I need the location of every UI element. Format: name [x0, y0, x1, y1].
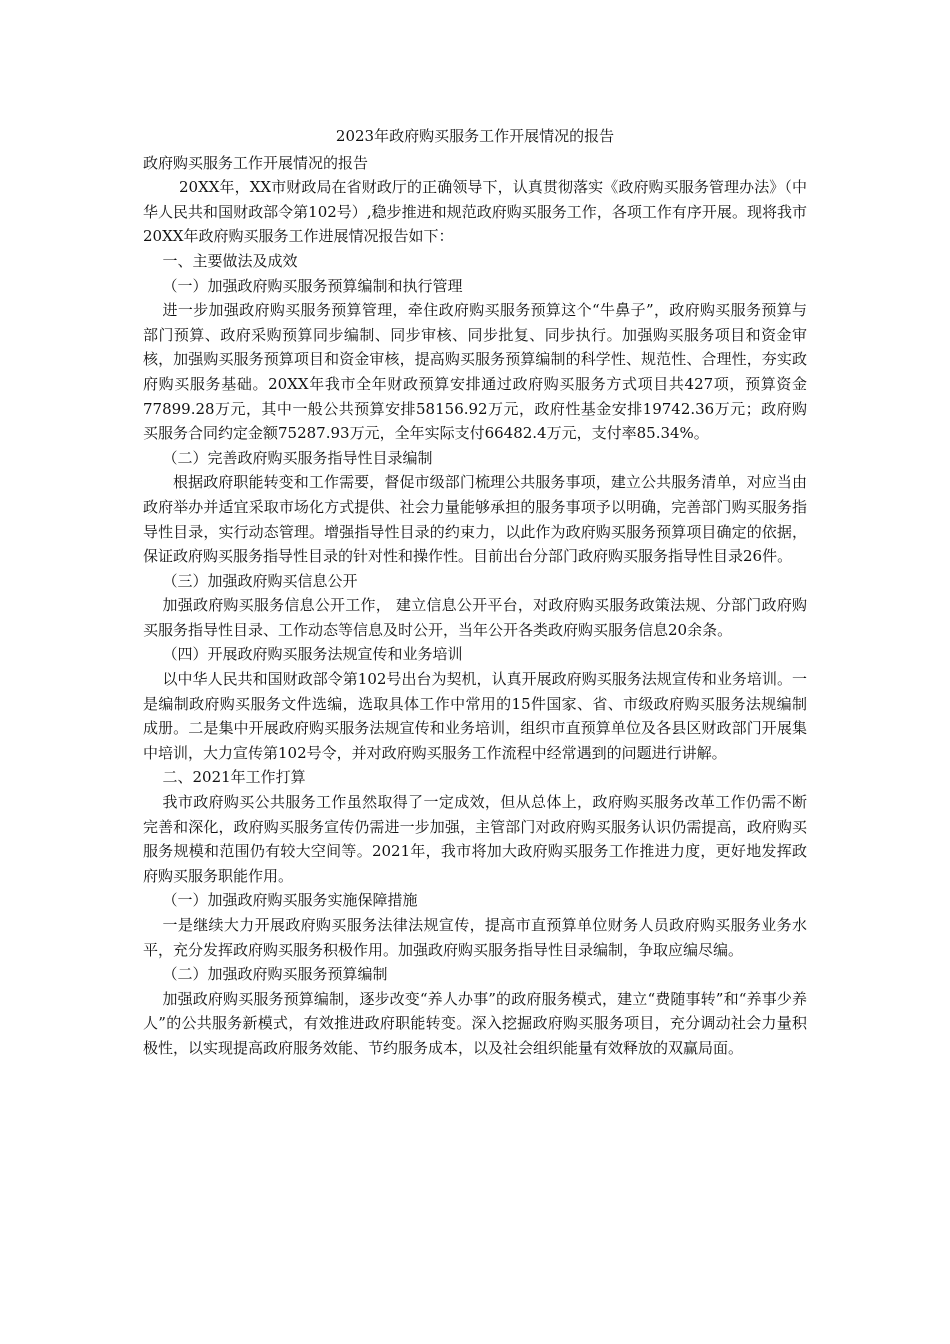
- section2-sub2-text: 加强政府购买服务预算编制，逐步改变“养人办事”的政府服务模式，建立“费随事转”和“养事少养人”的公共服务新模式，有效推进政府职能转变。深入挖掘政府购买服务项目，充分调动社会力量积极性，以实现提高政府服务效能、节约服务成本，以及社会组织能量有效释放的双赢局面。: [143, 989, 807, 1057]
- section1-heading: 一、主要做法及成效: [162, 251, 298, 270]
- section2-intro: 我市政府购买公共服务工作虽然取得了一定成效，但从总体上，政府购买服务改革工作仍需不断完善和深化，政府购买服务宣传仍需进一步加强，主管部门对政府购买服务认识仍需提高，政府购买服务规模和范围仍有较大空间等。2021年，我市将加大政府购买服务工作推进力度，更好地发挥政府购买服务职能作用。: [143, 793, 807, 885]
- section1-sub3-heading: （三）加强政府购买信息公开: [162, 571, 358, 590]
- section2-sub2-heading: （二）加强政府购买服务预算编制: [162, 965, 388, 984]
- section1-sub2-text: 根据政府职能转变和工作需要，督促市级部门梳理公共服务事项，建立公共服务清单，对应当由政府举办并适宜采取市场化方式提供、社会力量能够承担的服务事项予以明确，完善部门购买服务指导性目录，实行动态管理。增强指导性目录的约束力，以此作为政府购买服务预算项目确定的依据，保证政府购买服务指导性目录的针对性和操作性。目前出台分部门政府购买服务指导性目录26件。: [143, 473, 807, 566]
- document-page: [143, 124, 807, 1061]
- section2-heading: 二、2021年工作打算: [162, 768, 306, 787]
- document-title: 2023年政府购买服务工作开展情况的报告: [335, 127, 615, 145]
- section2-sub1-heading: （一）加强政府购买服务实施保障措施: [162, 891, 418, 910]
- section1-sub1-heading: （一）加强政府购买服务预算编制和执行管理: [162, 276, 463, 295]
- section1-sub2-heading: （二）完善政府购买服务指导性目录编制: [162, 448, 433, 467]
- intro-paragraph: 20XX年，XX市财政局在省财政厅的正确领导下，认真贯彻落实《政府购买服务管理办法》（中华人民共和国财政部令第102号）,稳步推进和规范政府购买服务工作，各项工作有序开展。现将我市20XX年政府购买服务工作进展情况报告如下：: [143, 178, 807, 246]
- section1-sub4-text: 以中华人民共和国财政部令第102号出台为契机，认真开展政府购买服务法规宣传和业务培训。一是编制政府购买服务文件选编，选取具体工作中常用的15件国家、省、市级政府购买服务法规编制成册。二是集中开展政府购买服务法规宣传和业务培训，组织市直预算单位及各县区财政部门开展集中培训，大力宣传第102号令，并对政府购买服务工作流程中经常遇到的问题进行讲解。: [143, 670, 807, 762]
- document-subtitle: 政府购买服务工作开展情况的报告: [143, 153, 369, 172]
- section1-sub3-text: 加强政府购买服务信息公开工作， 建立信息公开平台，对政府购买服务政策法规、分部门政府购买服务指导性目录、工作动态等信息及时公开，当年公开各类政府购买服务信息20余条。: [143, 596, 807, 639]
- section1-sub4-heading: （四）开展政府购买服务法规宣传和业务培训: [162, 645, 463, 664]
- section1-sub1-text: 进一步加强政府购买服务预算管理，牵住政府购买服务预算这个“牛鼻子”，政府购买服务预算与部门预算、政府采购预算同步编制、同步审核、同步批复、同步执行。加强购买服务项目和资金审核，加强购买服务预算项目和资金审核，提高购买服务预算编制的科学性、规范性、合理性，夯实政府购买服务基础。20XX年我市全年财政预算安排通过政府购买服务方式项目共427项，预算资金77899.28万元，其中一般公共预算安排58156.92万元，政府性基金安排19742.36万元；政府购买服务合同约定金额75287.93万元，全年实际支付66482.4万元，支付率85.34%。: [143, 301, 807, 443]
- section2-sub1-text: 一是继续大力开展政府购买服务法律法规宣传，提高市直预算单位财务人员政府购买服务业务水平，充分发挥政府购买服务积极作用。加强政府购买服务指导性目录编制，争取应编尽编。: [143, 916, 807, 959]
